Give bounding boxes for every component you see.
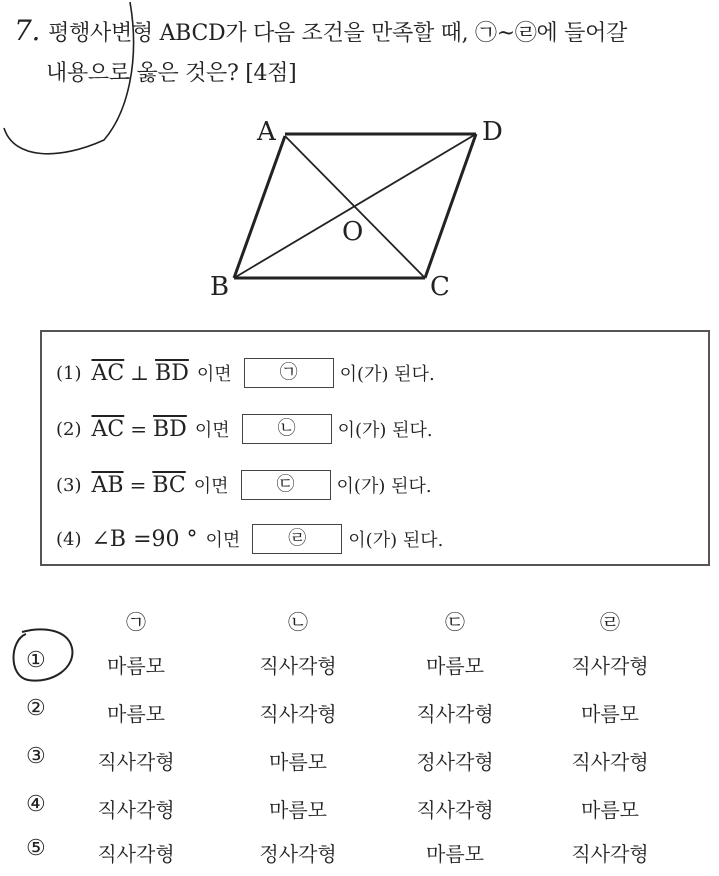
choice-cell: 마름모 (269, 750, 327, 774)
choice-cell: 마름모 (107, 654, 165, 678)
segment-ac: $\overline{AC}$ (91, 416, 125, 442)
condition-if: 이면 (193, 476, 229, 497)
choice-cell: 직사각형 (97, 842, 175, 866)
choice-cell: 직사각형 (416, 702, 494, 726)
angle-b-condition: ∠B =90 ° (91, 526, 198, 552)
condition-if: 이면 (205, 530, 241, 551)
condition-2 (56, 414, 433, 444)
condition-4 (56, 524, 443, 554)
side-cd (425, 134, 476, 278)
choice-cell: 직사각형 (97, 798, 175, 822)
question-text-1: 평행사변형 ABCD가 다음 조건을 만족할 때, ㉠~㉣에 들어갈 (48, 21, 628, 46)
answer-choice-1[interactable] (0, 648, 719, 688)
answer-header-3: ㉢ (445, 610, 465, 634)
question-number: 7. (14, 14, 41, 47)
answer-choice-4[interactable] (0, 792, 719, 832)
vertex-label-a: A (257, 117, 276, 147)
parallelogram-figure (0, 0, 719, 320)
choice-number: ⑤ (26, 836, 46, 861)
conditions-box (40, 330, 710, 566)
choice-cell: 직사각형 (571, 654, 649, 678)
answer-choice-2[interactable] (0, 696, 719, 736)
condition-number: (2) (56, 418, 82, 440)
answer-blank-3: ㉢ (241, 470, 331, 500)
condition-if: 이면 (196, 364, 232, 385)
choice-cell: 정사각형 (416, 750, 494, 774)
choice-cell: 마름모 (581, 702, 639, 726)
vertex-label-c: C (430, 272, 450, 302)
answer-header-2: ㉡ (288, 610, 308, 634)
segment-ac: $\overline{AC}$ (91, 360, 125, 386)
condition-tail: 이(가) 된다. (336, 476, 432, 497)
choice-cell: 마름모 (426, 842, 484, 866)
condition-number: (1) (56, 362, 82, 384)
choice-number: ④ (26, 792, 46, 817)
condition-tail: 이(가) 된다. (337, 420, 433, 441)
condition-tail: 이(가) 된다. (339, 364, 435, 385)
condition-number: (4) (56, 528, 82, 550)
choice-number: ① (26, 648, 46, 673)
condition-tail: 이(가) 된다. (348, 530, 444, 551)
choice-cell: 마름모 (581, 798, 639, 822)
answer-choice-3[interactable] (0, 744, 719, 784)
condition-1 (56, 358, 435, 388)
choice-cell: 직사각형 (259, 654, 337, 678)
answer-blank-2: ㉡ (242, 414, 332, 444)
answer-header-4: ㉣ (600, 610, 620, 634)
condition-number: (3) (56, 474, 82, 496)
condition-if: 이면 (194, 420, 230, 441)
choice-number: ③ (26, 744, 46, 769)
answer-blank-1: ㉠ (244, 358, 334, 388)
choice-cell: 직사각형 (97, 750, 175, 774)
vertex-label-b: B (210, 272, 230, 302)
condition-3 (56, 470, 432, 500)
perpendicular-symbol: ⊥ (130, 361, 150, 385)
side-ab (234, 136, 285, 278)
diagonal-bd (234, 134, 476, 278)
segment-bd: $\overline{BD}$ (153, 416, 187, 442)
choice-cell: 직사각형 (416, 798, 494, 822)
equals-symbol: = (130, 417, 147, 441)
choice-cell: 직사각형 (259, 702, 337, 726)
segment-ab: $\overline{AB}$ (91, 472, 124, 498)
choice-cell: 마름모 (107, 702, 165, 726)
segment-bd: $\overline{BD}$ (155, 360, 189, 386)
question-text-2: 내용으로 옳은 것은? [4점] (46, 61, 297, 86)
vertex-label-d: D (482, 117, 503, 147)
answer-blank-4: ㉣ (252, 524, 342, 554)
choice-cell: 직사각형 (571, 750, 649, 774)
equals-symbol: = (129, 473, 147, 497)
answer-header-1: ㉠ (126, 610, 146, 634)
choice-number: ② (26, 696, 46, 721)
segment-bc: $\overline{BC}$ (152, 472, 186, 498)
choice-cell: 직사각형 (571, 842, 649, 866)
center-label-o: O (342, 217, 364, 247)
choice-cell: 마름모 (269, 798, 327, 822)
choice-cell: 정사각형 (259, 842, 337, 866)
choice-cell: 마름모 (426, 654, 484, 678)
answer-choice-5[interactable] (0, 836, 719, 876)
